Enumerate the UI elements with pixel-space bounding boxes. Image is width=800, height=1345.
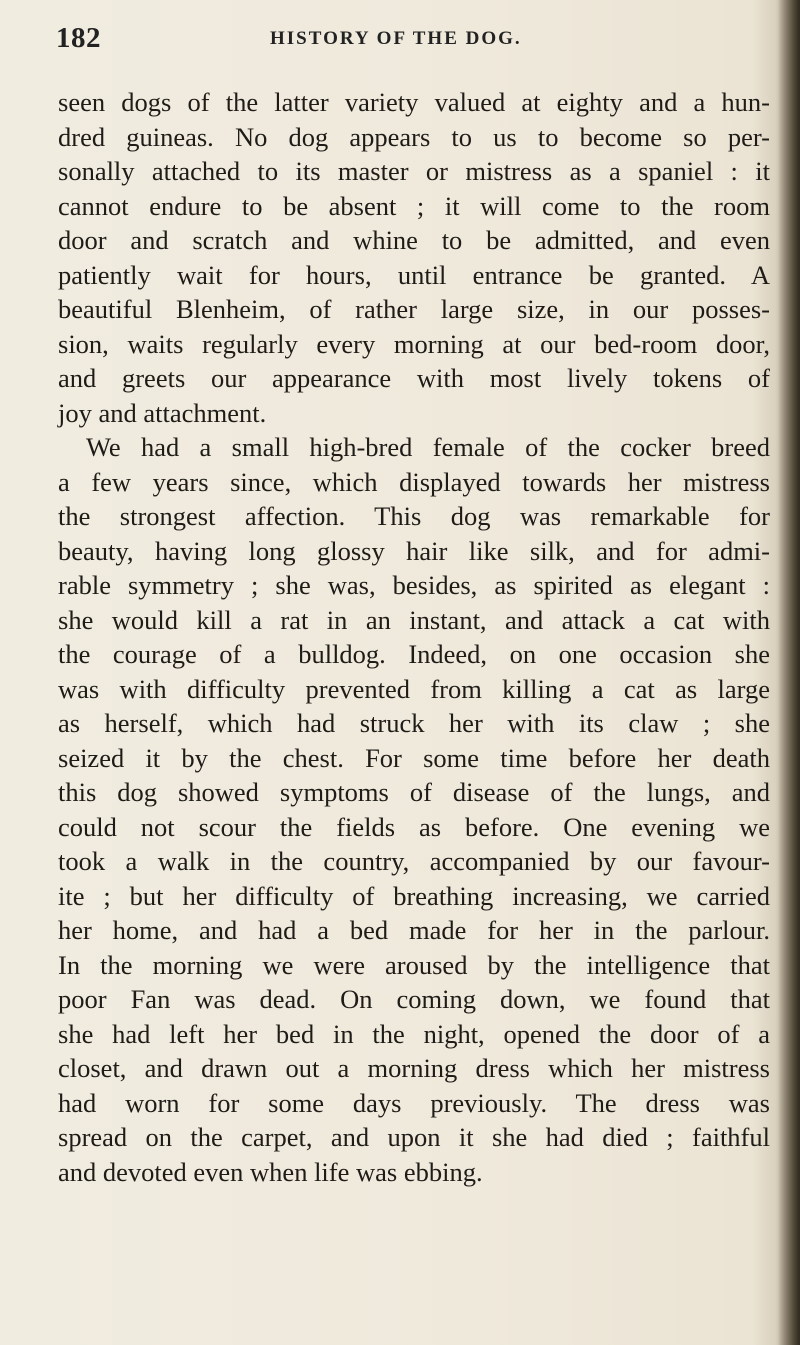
text-line: she had left her bed in the night, opened the door of a — [58, 1018, 770, 1049]
running-head: HISTORY OF THE DOG. — [270, 28, 522, 49]
paragraph-start-line: We had a small high-bred female of the cocker breed — [86, 432, 770, 462]
text-line: ite ; but her difficulty of breathing increasing, we carried — [58, 880, 770, 911]
text-line: closet, and drawn out a morning dress which her mistress — [58, 1053, 770, 1083]
page-header — [0, 22, 800, 62]
text-line: cannot endure to be absent ; it will come to the room — [58, 190, 770, 221]
text-line: dred guineas. No dog appears to us to become so per- — [58, 121, 770, 152]
paragraph-end-line: and devoted even when life was ebbing. — [58, 1156, 483, 1187]
text-line: seized it by the chest. For some time before her death — [58, 742, 770, 773]
text-line: sonally attached to its master or mistress as a spaniel : it — [58, 156, 770, 186]
body-text — [58, 85, 770, 1189]
text-line: sion, waits regularly every morning at our bed-room door, — [58, 328, 770, 359]
text-line: poor Fan was dead. On coming down, we found that — [58, 984, 770, 1014]
text-line: the strongest affection. This dog was remarkable for — [58, 501, 770, 531]
text-line: she would kill a rat in an instant, and attack a cat with — [58, 604, 770, 635]
page-binding-edge — [778, 0, 800, 1345]
page-number: 182 — [56, 22, 101, 54]
text-line: In the morning we were aroused by the intelligence that — [58, 949, 770, 980]
text-line: a few years since, which displayed towards her mistress — [58, 466, 770, 497]
text-line: could not scour the fields as before. One evening we — [58, 811, 770, 842]
text-line: patiently wait for hours, until entrance be granted. A — [58, 259, 770, 290]
text-line: had worn for some days previously. The dress was — [58, 1087, 770, 1118]
text-line: as herself, which had struck her with its claw ; she — [58, 708, 770, 738]
paragraph-end-line: joy and attachment. — [58, 397, 267, 428]
text-line: beautiful Blenheim, of rather large size, in our posses- — [58, 294, 770, 324]
text-line: rable symmetry ; she was, besides, as spirited as elegant : — [58, 570, 770, 600]
text-line: her home, and had a bed made for her in the parlour. — [58, 915, 770, 945]
text-line: beauty, having long glossy hair like silk, and for admi- — [58, 535, 770, 566]
text-line: was with difficulty prevented from killing a cat as large — [58, 673, 770, 704]
text-line: and greets our appearance with most lively tokens of — [58, 363, 770, 393]
text-line: took a walk in the country, accompanied by our favour- — [58, 846, 770, 876]
text-line: the courage of a bulldog. Indeed, on one occasion she — [58, 639, 770, 669]
text-line: door and scratch and whine to be admitted, and even — [58, 225, 770, 255]
text-line: spread on the carpet, and upon it she had died ; faithful — [58, 1122, 770, 1152]
text-line: this dog showed symptoms of disease of the lungs, and — [58, 777, 770, 807]
text-line: seen dogs of the latter variety valued at eighty and a hun- — [58, 87, 770, 117]
